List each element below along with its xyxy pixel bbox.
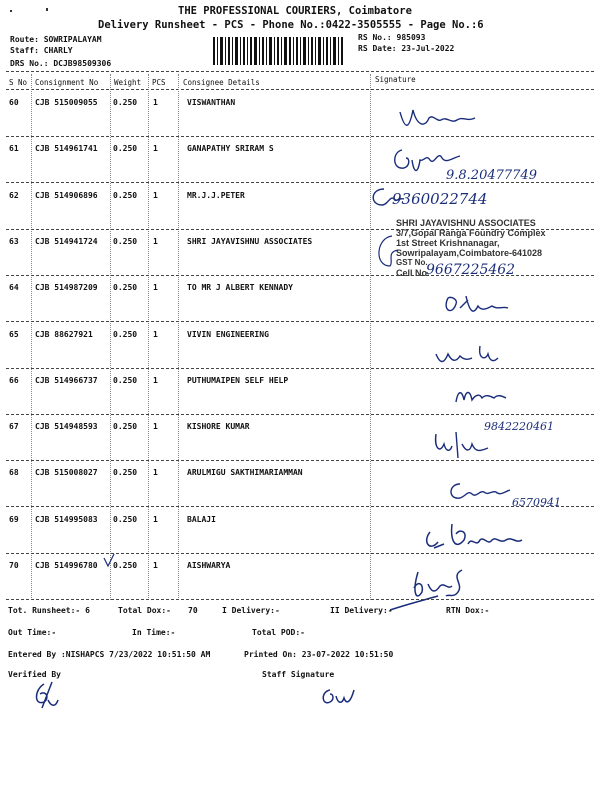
verified-by-signature	[28, 680, 68, 710]
row-consignment-no: CJB 514987209	[35, 283, 98, 292]
signature-row-64	[440, 290, 520, 320]
runsheet-subtitle: Delivery Runsheet - PCS - Phone No.:0422-3505555 - Page No.:6	[98, 19, 484, 31]
total-runsheet: Tot. Runsheet:- 6	[8, 606, 90, 615]
stamp-line-6: Cell No.	[396, 268, 430, 278]
row-consignee: SHRI JAYAVISHNU ASSOCIATES	[187, 237, 313, 246]
row-pcs: 1	[153, 191, 158, 200]
row-weight: 0.250	[113, 283, 138, 292]
row-weight: 0.250	[113, 237, 138, 246]
staff-signature-label: Staff Signature	[262, 670, 335, 679]
signature-row-62	[366, 185, 406, 210]
row-weight: 0.250	[113, 561, 138, 570]
row-sno: 70	[9, 561, 19, 570]
header-top-rule	[6, 71, 594, 72]
footer-rule	[6, 599, 594, 600]
row-sno: 68	[9, 468, 19, 477]
row-weight: 0.250	[113, 422, 138, 431]
row-pcs: 1	[153, 376, 158, 385]
col-header-sno: S No	[9, 78, 28, 87]
phone-handwriting-67: 9842220461	[484, 420, 554, 433]
signature-row-60	[395, 100, 495, 135]
row-consignment-no: CJB 515008027	[35, 468, 98, 477]
staff-signature-mark	[318, 680, 358, 710]
row-rule	[6, 460, 594, 461]
total-dox-value: 70	[188, 606, 198, 615]
phone-handwriting-61: 9.8.20477749	[446, 168, 537, 183]
row-sno: 63	[9, 237, 19, 246]
printed-on: Printed On: 23-07-2022 10:51:50	[244, 650, 394, 659]
row-consignment-no: CJB 514961741	[35, 144, 98, 153]
row-sno: 60	[9, 98, 19, 107]
phone-handwriting-63: 9667225462	[426, 262, 516, 278]
stamp-line-5: GST No.	[396, 258, 428, 267]
total-pod: Total POD:-	[252, 628, 305, 637]
drs-number: DRS No.: DCJB98509306	[10, 59, 112, 68]
row-pcs: 1	[153, 330, 158, 339]
col-header-pcs: PCS	[152, 78, 166, 87]
row-pcs: 1	[153, 237, 158, 246]
row-rule	[6, 321, 594, 322]
row-weight: 0.250	[113, 330, 138, 339]
signature-row-67	[430, 428, 500, 460]
row-pcs: 1	[153, 283, 158, 292]
signature-row-68	[446, 478, 516, 503]
row-pcs: 1	[153, 468, 158, 477]
row-consignment-no: CJB 514995083	[35, 515, 98, 524]
row-sno: 69	[9, 515, 19, 524]
row-weight: 0.250	[113, 376, 138, 385]
col-header-consignment: Consignment No	[35, 78, 99, 87]
phone-handwriting-62: 9360022744	[392, 190, 488, 208]
row-consignee: GANAPATHY SRIRAM S	[187, 144, 274, 153]
row-weight: 0.250	[113, 98, 138, 107]
phone-handwriting-68: 6570941	[512, 496, 561, 509]
col-header-consignee: Consignee Details	[183, 78, 260, 87]
row-consignee: BALAJI	[187, 515, 216, 524]
row-consignee: PUTHUMAIPEN SELF HELP	[187, 376, 289, 385]
in-time: In Time:-	[132, 628, 176, 637]
i-delivery: I Delivery:-	[222, 606, 280, 615]
stamp-line-3: 1st Street Krishnanagar,	[396, 238, 500, 248]
col-header-signature: Signature	[375, 75, 416, 84]
row-sno: 67	[9, 422, 19, 431]
route-label: Route: SOWRIPALAYAM	[10, 35, 102, 44]
row-consignment-no: CJB 88627921	[35, 330, 93, 339]
row-pcs: 1	[153, 561, 158, 570]
row-consignment-no: CJB 514948593	[35, 422, 98, 431]
row-rule	[6, 136, 594, 137]
row-weight: 0.250	[113, 144, 138, 153]
row-pcs: 1	[153, 144, 158, 153]
row-consignment-no: CJB 514966737	[35, 376, 98, 385]
row-consignment-no: CJB 515009055	[35, 98, 98, 107]
signature-row-65	[432, 340, 512, 370]
stamp-line-1: SHRI JAYAVISHNU ASSOCIATES	[396, 218, 536, 228]
row-sno: 61	[9, 144, 19, 153]
signature-row-70	[388, 562, 498, 612]
stamp-line-4: Sowripalayam,Coimbatore-641028	[396, 248, 543, 258]
row-consignee: ARULMIGU SAKTHIMARIAMMAN	[187, 468, 303, 477]
rs-number: RS No.: 985093	[358, 33, 426, 42]
row-consignee: KISHORE KUMAR	[187, 422, 250, 431]
row-consignee: VIVIN ENGINEERING	[187, 330, 269, 339]
row-weight: 0.250	[113, 515, 138, 524]
rs-date: RS Date: 23-Jul-2022	[358, 44, 455, 53]
row-rule	[6, 414, 594, 415]
out-time: Out Time:-	[8, 628, 57, 637]
row-pcs: 1	[153, 98, 158, 107]
row-sno: 65	[9, 330, 19, 339]
header-bottom-rule	[6, 89, 594, 90]
row-weight: 0.250	[113, 468, 138, 477]
scan-speck	[46, 8, 48, 11]
row-sno: 64	[9, 283, 19, 292]
table-row	[0, 92, 600, 137]
verified-by: Verified By	[8, 670, 61, 679]
row-sno: 66	[9, 376, 19, 385]
row-pcs: 1	[153, 422, 158, 431]
row-consignee: MR.J.J.PETER	[187, 191, 245, 200]
row-sno: 62	[9, 191, 19, 200]
row-weight: 0.250	[113, 191, 138, 200]
stamp-line-2: 3/7,Gopal Ranga Foundry Complex	[396, 228, 546, 238]
signature-row-69	[420, 518, 540, 558]
row-consignee: VISWANTHAN	[187, 98, 236, 107]
col-header-weight: Weight	[114, 78, 142, 87]
entered-by: Entered By :NISHAPCS 7/23/2022 10:51:50 AM	[8, 650, 211, 659]
staff-label: Staff: CHARLY	[10, 46, 73, 55]
company-title: THE PROFESSIONAL COURIERS, Coimbatore	[178, 5, 412, 17]
row-consignment-no: CJB 514906896	[35, 191, 98, 200]
signature-row-63-loop	[372, 232, 402, 272]
total-dox-label: Total Dox:-	[118, 606, 171, 615]
barcode-image	[213, 37, 345, 65]
scan-speck	[10, 10, 12, 12]
row-rule	[6, 506, 594, 507]
row-pcs: 1	[153, 515, 158, 524]
ii-delivery: II Delivery:-	[330, 606, 393, 615]
tick-mark-row-70	[102, 552, 116, 568]
row-consignee: AISHWARYA	[187, 561, 231, 570]
rtn-dox: RTN Dox:-	[446, 606, 490, 615]
row-consignment-no: CJB 514996780	[35, 561, 98, 570]
row-consignee: TO MR J ALBERT KENNADY	[187, 283, 293, 292]
row-consignment-no: CJB 514941724	[35, 237, 98, 246]
signature-row-66	[452, 382, 522, 407]
table-row	[0, 555, 600, 600]
